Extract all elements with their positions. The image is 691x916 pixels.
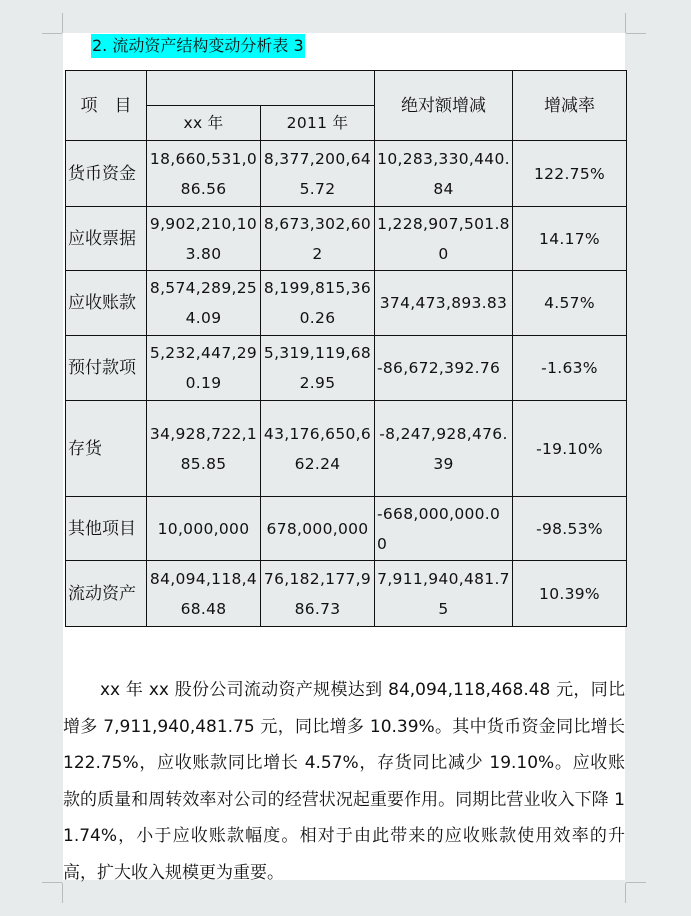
row-label[interactable]: 流动资产 (66, 561, 147, 627)
cell-abs-change[interactable]: -668,000,000.00 (375, 497, 513, 561)
cell-current[interactable]: 8,574,289,254.09 (147, 271, 261, 336)
cell-prior[interactable]: 5,319,119,682.95 (261, 336, 375, 401)
table-row (66, 207, 627, 271)
cell-prior[interactable]: 8,377,200,645.72 (261, 141, 375, 207)
cell-current[interactable]: 9,902,210,103.80 (147, 207, 261, 271)
cell-current[interactable]: 5,232,447,290.19 (147, 336, 261, 401)
margin-corner-mark (625, 13, 626, 33)
cell-rate[interactable]: -19.10% (513, 401, 627, 497)
header-year-prior[interactable]: 2011 年 (261, 106, 375, 141)
header-abs-change[interactable]: 绝对额增减 (375, 71, 513, 141)
cell-abs-change[interactable]: 10,283,330,440.84 (375, 141, 513, 207)
cell-rate[interactable]: -1.63% (513, 336, 627, 401)
cell-abs-change[interactable]: 374,473,893.83 (375, 271, 513, 336)
cell-abs-change[interactable]: -86,672,392.76 (375, 336, 513, 401)
margin-corner-mark (625, 883, 626, 903)
row-label[interactable]: 其他项目 (66, 497, 147, 561)
cell-abs-change[interactable]: 7,911,940,481.75 (375, 561, 513, 627)
cell-abs-change[interactable]: -8,247,928,476.39 (375, 401, 513, 497)
margin-corner-mark (626, 33, 646, 34)
header-rate[interactable]: 增减率 (513, 71, 627, 141)
row-label[interactable]: 预付款项 (66, 336, 147, 401)
cell-rate[interactable]: 122.75% (513, 141, 627, 207)
cell-current[interactable]: 34,928,722,185.85 (147, 401, 261, 497)
cell-current[interactable]: 10,000,000 (147, 497, 261, 561)
cell-prior[interactable]: 8,673,302,602 (261, 207, 375, 271)
cell-rate[interactable]: 10.39% (513, 561, 627, 627)
cell-abs-change[interactable]: 1,228,907,501.80 (375, 207, 513, 271)
table-row (66, 336, 627, 401)
table-row (66, 141, 627, 207)
table-row (66, 561, 627, 627)
table-row (66, 497, 627, 561)
header-item[interactable]: 项 目 (66, 71, 147, 141)
cell-current[interactable]: 18,660,531,086.56 (147, 141, 261, 207)
cell-rate[interactable]: 14.17% (513, 207, 627, 271)
cell-rate[interactable]: 4.57% (513, 271, 627, 336)
margin-corner-mark (42, 33, 62, 34)
margin-corner-mark (62, 13, 63, 33)
cell-prior[interactable]: 76,182,177,986.73 (261, 561, 375, 627)
row-label[interactable]: 应收票据 (66, 207, 147, 271)
margin-corner-mark (42, 882, 62, 883)
margin-corner-mark (626, 882, 646, 883)
header-year-current[interactable]: xx 年 (147, 106, 261, 141)
row-label[interactable]: 货币资金 (66, 141, 147, 207)
cell-rate[interactable]: -98.53% (513, 497, 627, 561)
cell-prior[interactable]: 43,176,650,662.24 (261, 401, 375, 497)
cell-current[interactable]: 84,094,118,468.48 (147, 561, 261, 627)
row-label[interactable]: 应收账款 (66, 271, 147, 336)
table-row (66, 401, 627, 497)
cell-prior[interactable]: 8,199,815,360.26 (261, 271, 375, 336)
table-row (66, 271, 627, 336)
current-assets-table (65, 70, 627, 627)
analysis-paragraph[interactable]: xx 年 xx 股份公司流动资产规模达到 84,094,118,468.48 元，同比增多 7,911,940,481.75 元，同比增多 10.39%。其中货币资金同比增长 122.75%，应收账款同比增长 4.57%，存货同比减少 19.10%。应收账款的质量和周转效率对公司的经营状况起重要作用。同期比营业收入下降 11.74%，小于应收账款幅度。相对于由此带来的应收账款使用效率的升高，扩大收入规模更为重要。 (63, 680, 625, 883)
table-title[interactable]: 2. 流动资产结构变动分析表 3 (91, 34, 305, 58)
header-year-group[interactable] (147, 71, 375, 106)
cell-prior[interactable]: 678,000,000 (261, 497, 375, 561)
row-label[interactable]: 存货 (66, 401, 147, 497)
